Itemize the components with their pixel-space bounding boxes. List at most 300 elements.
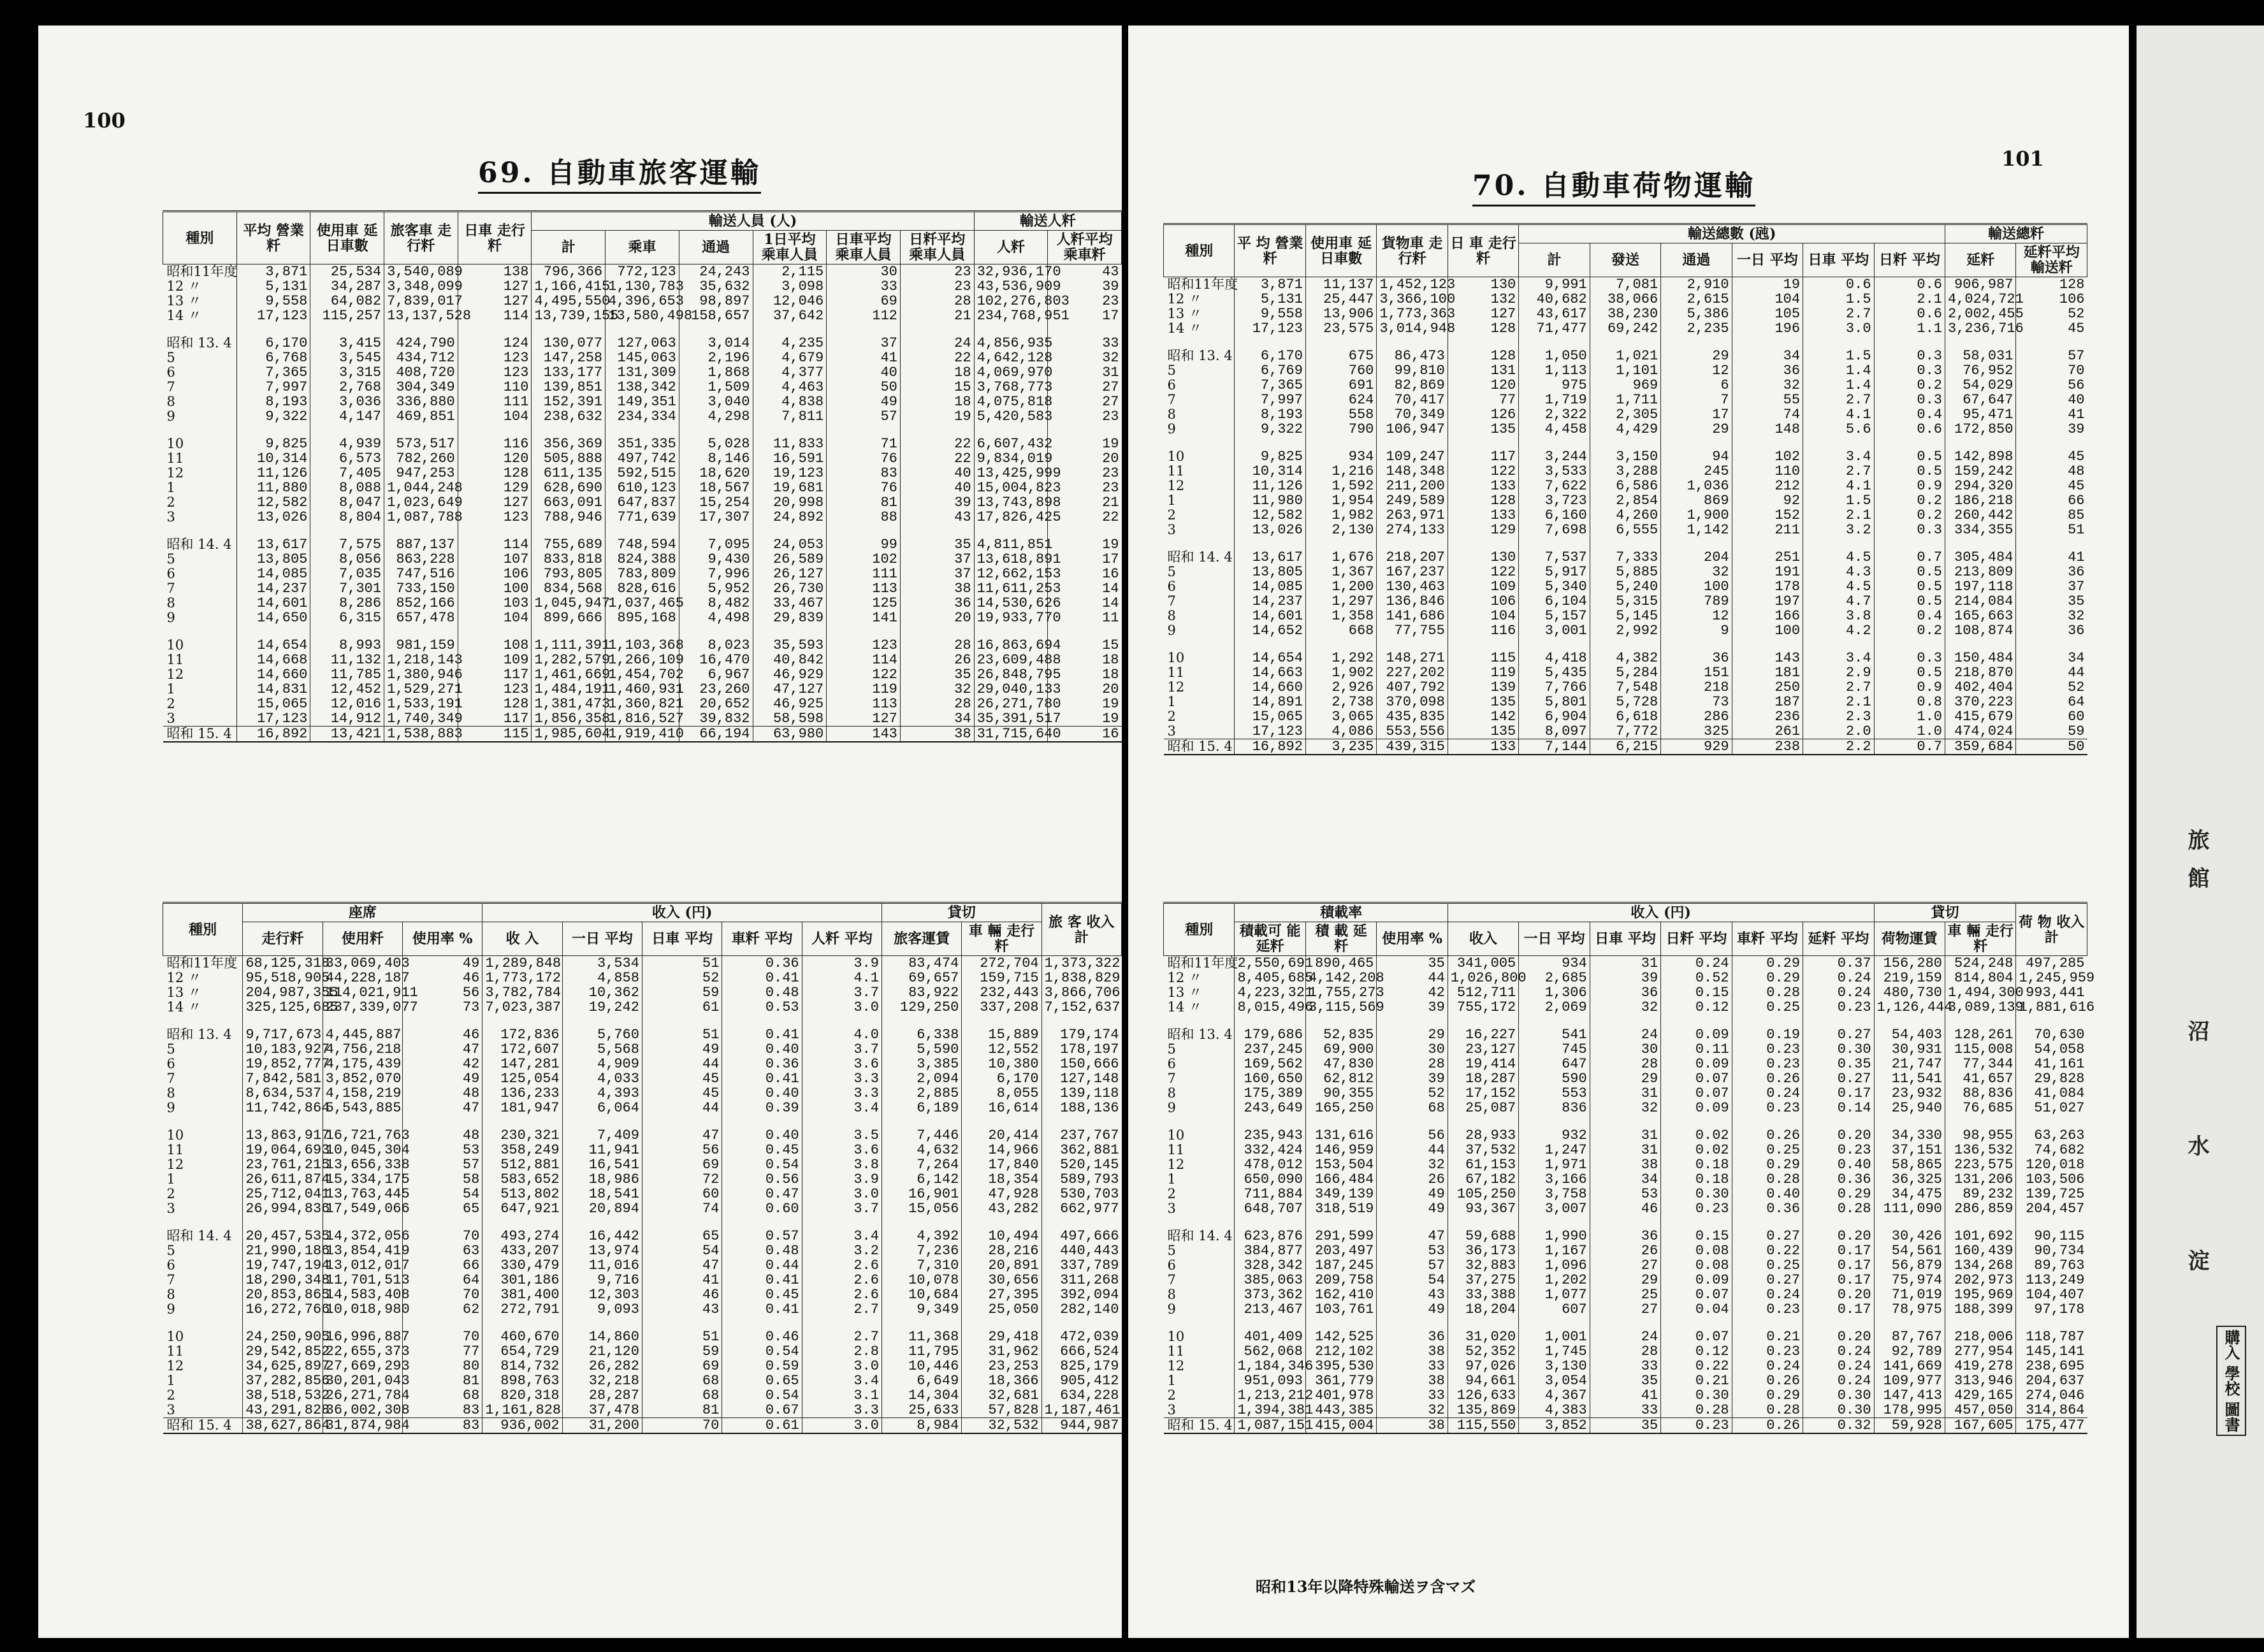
table-cell: 0.25 [1732, 1000, 1803, 1015]
table-row [1164, 336, 2087, 349]
table-cell: 19 [1048, 697, 1122, 711]
column-group-header: 輸送總數 (瓲) [1519, 224, 1945, 243]
table-cell: 135,869 [1448, 1403, 1518, 1418]
table-cell: 7,144 [1519, 739, 1590, 755]
table-cell: 0.7 [1874, 550, 1945, 565]
table-cell [384, 323, 458, 336]
table-cell [2016, 437, 2087, 449]
table-row [1164, 651, 2087, 665]
table-cell: 249,589 [1377, 493, 1448, 508]
table-cell: 0.35 [1803, 1057, 1874, 1071]
table-cell: 100 [1661, 579, 1732, 594]
table-cell: 2.8 [802, 1344, 882, 1359]
table-cell: 385,063 [1235, 1273, 1305, 1287]
table-row [163, 481, 1122, 495]
table-cell: 29,828 [2016, 1071, 2087, 1086]
table-cell: 23,575 [1305, 321, 1376, 336]
table-cell: 647,921 [483, 1201, 562, 1216]
table-cell: 15,065 [1235, 709, 1305, 724]
table-cell: 18,620 [679, 466, 753, 481]
table-cell: 19 [1048, 711, 1122, 727]
table-cell: 361,779 [1305, 1373, 1376, 1388]
table-cell: 623,876 [1235, 1229, 1305, 1243]
column-header: 計 [532, 231, 606, 264]
table-cell: 4.5 [1803, 550, 1874, 565]
table-cell [236, 424, 310, 437]
table-cell: 19 [1732, 277, 1803, 293]
row-label: 9 [166, 610, 175, 625]
table-cell: 69,657 [882, 971, 961, 985]
table-cell: 666,524 [1041, 1344, 1121, 1359]
table-cell: 175,477 [2016, 1418, 2087, 1434]
table-cell: 4,393 [562, 1086, 642, 1101]
table-cell: 238,695 [2016, 1359, 2087, 1373]
left-page [38, 25, 1122, 1638]
table-cell: 128 [458, 697, 532, 711]
table-cell: 23 [1048, 466, 1122, 481]
table-cell: 88 [827, 510, 901, 525]
table-cell: 107 [458, 552, 532, 567]
table-cell: 5,131 [236, 279, 310, 294]
table-cell: 116 [1448, 623, 1518, 638]
table-cell: 0.07 [1661, 1330, 1732, 1344]
table-cell: 349,139 [1305, 1187, 1376, 1201]
table-cell: 0.30 [1803, 1388, 1874, 1403]
table-cell: 7,698 [1519, 523, 1590, 537]
table-cell [642, 1216, 722, 1229]
table-row [163, 510, 1122, 525]
table-cell [1448, 1115, 1518, 1128]
table-cell [243, 1216, 323, 1229]
table-cell: 67,182 [1448, 1172, 1518, 1187]
row-label: 13 〃 [1167, 306, 1202, 321]
table-cell [1519, 1115, 1590, 1128]
row-label [1164, 1015, 1235, 1027]
table-cell: 0.23 [1803, 1143, 1874, 1157]
table-cell [1803, 1115, 1874, 1128]
table-row [163, 1273, 1122, 1287]
table-cell: 32 [1048, 351, 1122, 365]
table-cell: 1,452,123 [1377, 277, 1448, 293]
table-cell: 74 [642, 1201, 722, 1216]
table-cell: 1,868 [679, 365, 753, 380]
table-cell: 11,126 [1235, 479, 1305, 493]
table-cell [1041, 1317, 1121, 1330]
table-row [163, 395, 1122, 409]
table-cell: 6,649 [882, 1373, 961, 1388]
column-header: 一日 平均 [1732, 243, 1803, 277]
table-cell: 6,967 [679, 667, 753, 682]
table-row [1164, 1086, 2087, 1101]
table-cell [532, 525, 606, 537]
table-cell: 14,966 [962, 1143, 1041, 1157]
table-cell: 0.5 [1874, 594, 1945, 609]
table-cell: 1,166,415 [532, 279, 606, 294]
table-cell: 139 [1448, 680, 1518, 695]
table-cell [1305, 336, 1376, 349]
table-cell: 9,349 [882, 1302, 961, 1317]
table-row [163, 653, 1122, 667]
table-cell: 3,871 [236, 264, 310, 280]
table-cell: 314,864 [2016, 1403, 2087, 1418]
table-cell: 318,519 [1305, 1201, 1376, 1216]
table-cell: 26,271,784 [323, 1388, 402, 1403]
table-cell: 4,909 [562, 1057, 642, 1071]
row-label: 12 [1167, 478, 1185, 493]
table-cell: 175,389 [1235, 1086, 1305, 1101]
table-cell: 0.09 [1661, 1101, 1732, 1115]
table-cell: 3.7 [802, 1042, 882, 1057]
row-label: 7 [166, 1071, 175, 1086]
table-cell [402, 1015, 482, 1027]
table-cell: 54 [642, 1243, 722, 1258]
table-cell: 101,692 [1945, 1229, 2015, 1243]
table-cell: 36,173 [1448, 1243, 1518, 1258]
table-cell: 5,568 [562, 1042, 642, 1057]
table-cell [1590, 638, 1660, 651]
table-cell: 39 [1048, 279, 1122, 294]
table-cell: 25,633 [882, 1403, 961, 1418]
table-cell: 98,955 [1945, 1128, 2015, 1143]
table-cell: 1,202 [1519, 1273, 1590, 1287]
table-cell: 123 [458, 682, 532, 697]
table-cell: 356,369 [532, 437, 606, 451]
table-cell [1803, 638, 1874, 651]
table-cell: 3.7 [802, 1201, 882, 1216]
table-cell: 512,881 [483, 1157, 562, 1172]
table-cell: 747,516 [384, 567, 458, 581]
table-cell: 332,424 [1235, 1143, 1305, 1157]
row-label [1164, 537, 1235, 550]
table-cell: 133 [1448, 508, 1518, 523]
table-cell: 3,385 [882, 1057, 961, 1071]
table-cell: 0.2 [1874, 493, 1945, 508]
table-cell: 15,889 [962, 1027, 1041, 1042]
table-cell: 214,084 [1945, 594, 2015, 609]
table-cell: 7,622 [1519, 479, 1590, 493]
table-cell: 1,745 [1519, 1344, 1590, 1359]
row-label: 8 [1167, 1085, 1176, 1101]
table-cell: 223,575 [1945, 1157, 2015, 1172]
table-cell: 14,601 [1235, 609, 1305, 623]
table-cell: 115,008 [1945, 1042, 2015, 1057]
table-cell: 934 [1305, 449, 1376, 464]
table-cell: 150,666 [1041, 1057, 1121, 1071]
table-cell: 16,863,694 [974, 638, 1048, 653]
row-label: 3 [1167, 1201, 1176, 1216]
table-cell: 250 [1732, 680, 1803, 695]
column-header: 使用率 % [402, 922, 482, 956]
table-cell [1519, 638, 1590, 651]
table-cell: 443,385 [1305, 1403, 1376, 1418]
table-cell: 187 [1732, 695, 1803, 709]
table-cell: 1,773,172 [483, 971, 562, 985]
table-cell: 0.9 [1874, 680, 1945, 695]
row-label: 8 [166, 595, 175, 611]
table-cell: 11,016 [562, 1258, 642, 1273]
table-cell: 9,093 [562, 1302, 642, 1317]
row-label [163, 323, 237, 336]
column-header: 日粁 平均 [1661, 922, 1732, 956]
table-cell: 8,634,537 [243, 1086, 323, 1101]
table-cell: 26,589 [753, 552, 827, 567]
row-label: 3 [166, 509, 175, 525]
table-cell: 1,021 [1590, 349, 1660, 363]
table-cell: 24 [1590, 1330, 1660, 1344]
table-cell: 929 [1661, 739, 1732, 755]
table-cell [2016, 1216, 2087, 1229]
table-cell: 8,055 [962, 1086, 1041, 1101]
row-label: 1 [1167, 1171, 1176, 1187]
table-cell: 261 [1732, 724, 1803, 739]
table-cell: 148,271 [1377, 651, 1448, 665]
table-cell [1519, 336, 1590, 349]
table-cell: 218,006 [1945, 1330, 2015, 1344]
table-cell: 553,556 [1377, 724, 1448, 739]
table-cell: 18,290,348 [243, 1273, 323, 1287]
table-cell: 2,992 [1590, 623, 1660, 638]
table-cell: 19,747,194 [243, 1258, 323, 1273]
column-header: 貨物車 走行粁 [1377, 224, 1448, 277]
row-label: 昭和11年度 [1167, 955, 1238, 971]
table-cell: 272,791 [483, 1302, 562, 1317]
table-cell: 212 [1732, 479, 1803, 493]
table-cell [962, 1317, 1041, 1330]
table-cell: 4,856,935 [974, 336, 1048, 351]
table-cell: 27 [1048, 380, 1122, 395]
table-cell: 35 [900, 667, 974, 682]
table-cell: 19,933,770 [974, 611, 1048, 625]
table-cell [1377, 1216, 1448, 1229]
table-cell: 43 [900, 510, 974, 525]
table-cell: 0.3 [1874, 393, 1945, 407]
table-cell: 103,506 [2016, 1172, 2087, 1187]
table-row [1164, 1201, 2087, 1216]
table-cell: 34,330 [1874, 1128, 1945, 1143]
table-cell: 22 [900, 351, 974, 365]
table-cell: 520,145 [1041, 1157, 1121, 1172]
table-cell: 14,601 [236, 596, 310, 611]
table-cell: 143 [827, 727, 901, 743]
table-cell: 11,611,253 [974, 581, 1048, 596]
table-cell: 11,980 [1235, 493, 1305, 508]
table-cell: 0.09 [1661, 1273, 1732, 1287]
table-cell: 31,962 [962, 1344, 1041, 1359]
table-cell [323, 1317, 402, 1330]
table-cell: 35,593 [753, 638, 827, 653]
table-cell [679, 424, 753, 437]
table-cell: 47 [642, 1258, 722, 1273]
table-cell: 14,085 [236, 567, 310, 581]
table-cell: 0.27 [1803, 1027, 1874, 1042]
table-cell [1048, 625, 1122, 638]
table-cell: 11,137 [1305, 277, 1376, 293]
table-cell: 36 [2016, 623, 2087, 638]
table-cell: 56 [1377, 1128, 1448, 1143]
table-cell: 108 [458, 638, 532, 653]
table-cell: 936,002 [483, 1418, 562, 1434]
table-cell: 6,607,432 [974, 437, 1048, 451]
row-label: 5 [166, 1243, 175, 1258]
table-cell: 34 [900, 711, 974, 727]
table-cell: 607 [1519, 1302, 1590, 1317]
table-row [1164, 695, 2087, 709]
table-row [163, 581, 1122, 596]
table-cell: 37 [2016, 579, 2087, 594]
table-cell: 83,922 [882, 985, 961, 1000]
table-cell: 81 [642, 1403, 722, 1418]
table-cell: 56 [642, 1143, 722, 1157]
row-label: 1 [166, 681, 175, 697]
table-row [1164, 1015, 2087, 1027]
table-cell: 3.4 [802, 1229, 882, 1243]
column-header: 種別 [163, 903, 243, 956]
table-cell: 26,611,874 [243, 1172, 323, 1187]
table-cell: 35 [900, 537, 974, 552]
table-cell: 159,715 [962, 971, 1041, 985]
row-label: 14 〃 [1167, 321, 1202, 336]
table-cell: 44 [642, 1101, 722, 1115]
table-cell: 94,661 [1448, 1373, 1518, 1388]
table-cell: 120 [458, 451, 532, 466]
table-cell: 14,085 [1235, 579, 1305, 594]
table-cell: 13,026 [236, 510, 310, 525]
row-label: 昭和 14. 4 [166, 1228, 232, 1243]
table-cell: 83 [402, 1403, 482, 1418]
table-row [163, 1187, 1122, 1201]
table-row [163, 1258, 1122, 1273]
table-cell: 15,004,823 [974, 481, 1048, 495]
table-cell: 12 [1661, 609, 1732, 623]
table-cell: 27 [1590, 1258, 1660, 1273]
table-cell: 4,142,208 [1305, 971, 1376, 985]
table-cell: 1,881,616 [2016, 1000, 2087, 1015]
table-cell [483, 1015, 562, 1027]
row-label: 8 [166, 1287, 175, 1302]
row-label: 13 〃 [166, 293, 201, 308]
table-cell: 38,230 [1590, 307, 1660, 321]
table-cell: 145,063 [606, 351, 679, 365]
table-cell: 1,711 [1590, 393, 1660, 407]
table-row [163, 1042, 1122, 1057]
table-cell: 260,442 [1945, 508, 2015, 523]
row-label: 2 [166, 495, 175, 510]
table-cell: 3,040 [679, 395, 753, 409]
table-cell: 16,442 [562, 1229, 642, 1243]
table-cell: 3,098 [753, 279, 827, 294]
table-cell: 16,470 [679, 653, 753, 667]
table-cell: 60 [2016, 709, 2087, 724]
table-cell [1803, 1317, 1874, 1330]
table-cell: 0.28 [1732, 1172, 1803, 1187]
table-cell: 2,550,691 [1235, 956, 1305, 971]
table-cell: 663,091 [532, 495, 606, 510]
table-cell: 17,826,425 [974, 510, 1048, 525]
table-cell: 541 [1519, 1027, 1590, 1042]
table-cell: 37,532 [1448, 1143, 1518, 1157]
table-row [163, 1172, 1122, 1187]
table-cell: 2.7 [1803, 307, 1874, 321]
table-cell: 0.60 [722, 1201, 802, 1216]
table-cell: 204 [1661, 550, 1732, 565]
table-cell: 128 [1448, 349, 1518, 363]
row-label [1164, 1317, 1235, 1330]
table-cell: 237,245 [1235, 1042, 1305, 1057]
table-cell: 5,340 [1519, 579, 1590, 594]
table-row [1164, 1317, 2087, 1330]
table-row [1164, 321, 2087, 336]
table-cell: 286 [1661, 709, 1732, 724]
table-cell: 981,159 [384, 638, 458, 653]
table-cell [1305, 437, 1376, 449]
table-cell [882, 1216, 961, 1229]
table-cell: 26,127 [753, 567, 827, 581]
table-cell: 47,928 [962, 1187, 1041, 1201]
table-cell: 0.24 [1803, 971, 1874, 985]
table-cell: 1.0 [1874, 709, 1945, 724]
table-cell: 12,662,153 [974, 567, 1048, 581]
table-cell [1377, 336, 1448, 349]
table-cell: 13,137,528 [384, 308, 458, 323]
table-cell: 6,769 [1235, 363, 1305, 378]
table-cell: 127 [458, 294, 532, 308]
table-row [1164, 1172, 2087, 1187]
table-cell: 898,763 [483, 1373, 562, 1388]
table-cell: 130,463 [1377, 579, 1448, 594]
table-cell: 358,249 [483, 1143, 562, 1157]
table-cell: 76,685 [1945, 1101, 2015, 1115]
table-cell [1590, 1115, 1660, 1128]
table-cell: 103,761 [1305, 1302, 1376, 1317]
table-cell: 1,247 [1519, 1143, 1590, 1157]
row-label: 2 [166, 1186, 175, 1201]
row-label: 2 [1167, 507, 1176, 523]
table-cell: 169,562 [1235, 1057, 1305, 1071]
table-cell [1874, 437, 1945, 449]
column-header: 人粁 平均 [802, 922, 882, 956]
table-cell: 294,320 [1945, 479, 2015, 493]
row-label: 10 [166, 436, 184, 451]
table-cell: 78,975 [1874, 1302, 1945, 1317]
table-cell: 38 [1377, 1373, 1448, 1388]
table-cell: 11,126 [236, 466, 310, 481]
table-cell: 47,127 [753, 682, 827, 697]
table-cell: 2.1 [1803, 695, 1874, 709]
table-row [163, 1115, 1122, 1128]
table-cell: 43,536,909 [974, 279, 1048, 294]
table-cell [1377, 537, 1448, 550]
table-cell: 0.02 [1661, 1143, 1732, 1157]
table-cell: 401,978 [1305, 1388, 1376, 1403]
table-row [1164, 407, 2087, 422]
table-cell [753, 424, 827, 437]
table-row [1164, 638, 2087, 651]
table-cell: 7,997 [1235, 393, 1305, 407]
table-cell: 291,599 [1305, 1229, 1376, 1243]
table-cell: 7 [1661, 393, 1732, 407]
table-cell: 1,982 [1305, 508, 1376, 523]
table-cell: 238,632 [532, 409, 606, 424]
table-cell [1235, 437, 1305, 449]
table-cell: 127 [458, 279, 532, 294]
table-cell: 11,795 [882, 1344, 961, 1359]
table-cell: 24,053 [753, 537, 827, 552]
table-cell: 49 [1377, 1187, 1448, 1201]
row-label: 11 [166, 451, 184, 466]
row-label: 14 〃 [1167, 999, 1202, 1015]
table-cell: 7,301 [310, 581, 384, 596]
table-cell: 17,123 [236, 308, 310, 323]
